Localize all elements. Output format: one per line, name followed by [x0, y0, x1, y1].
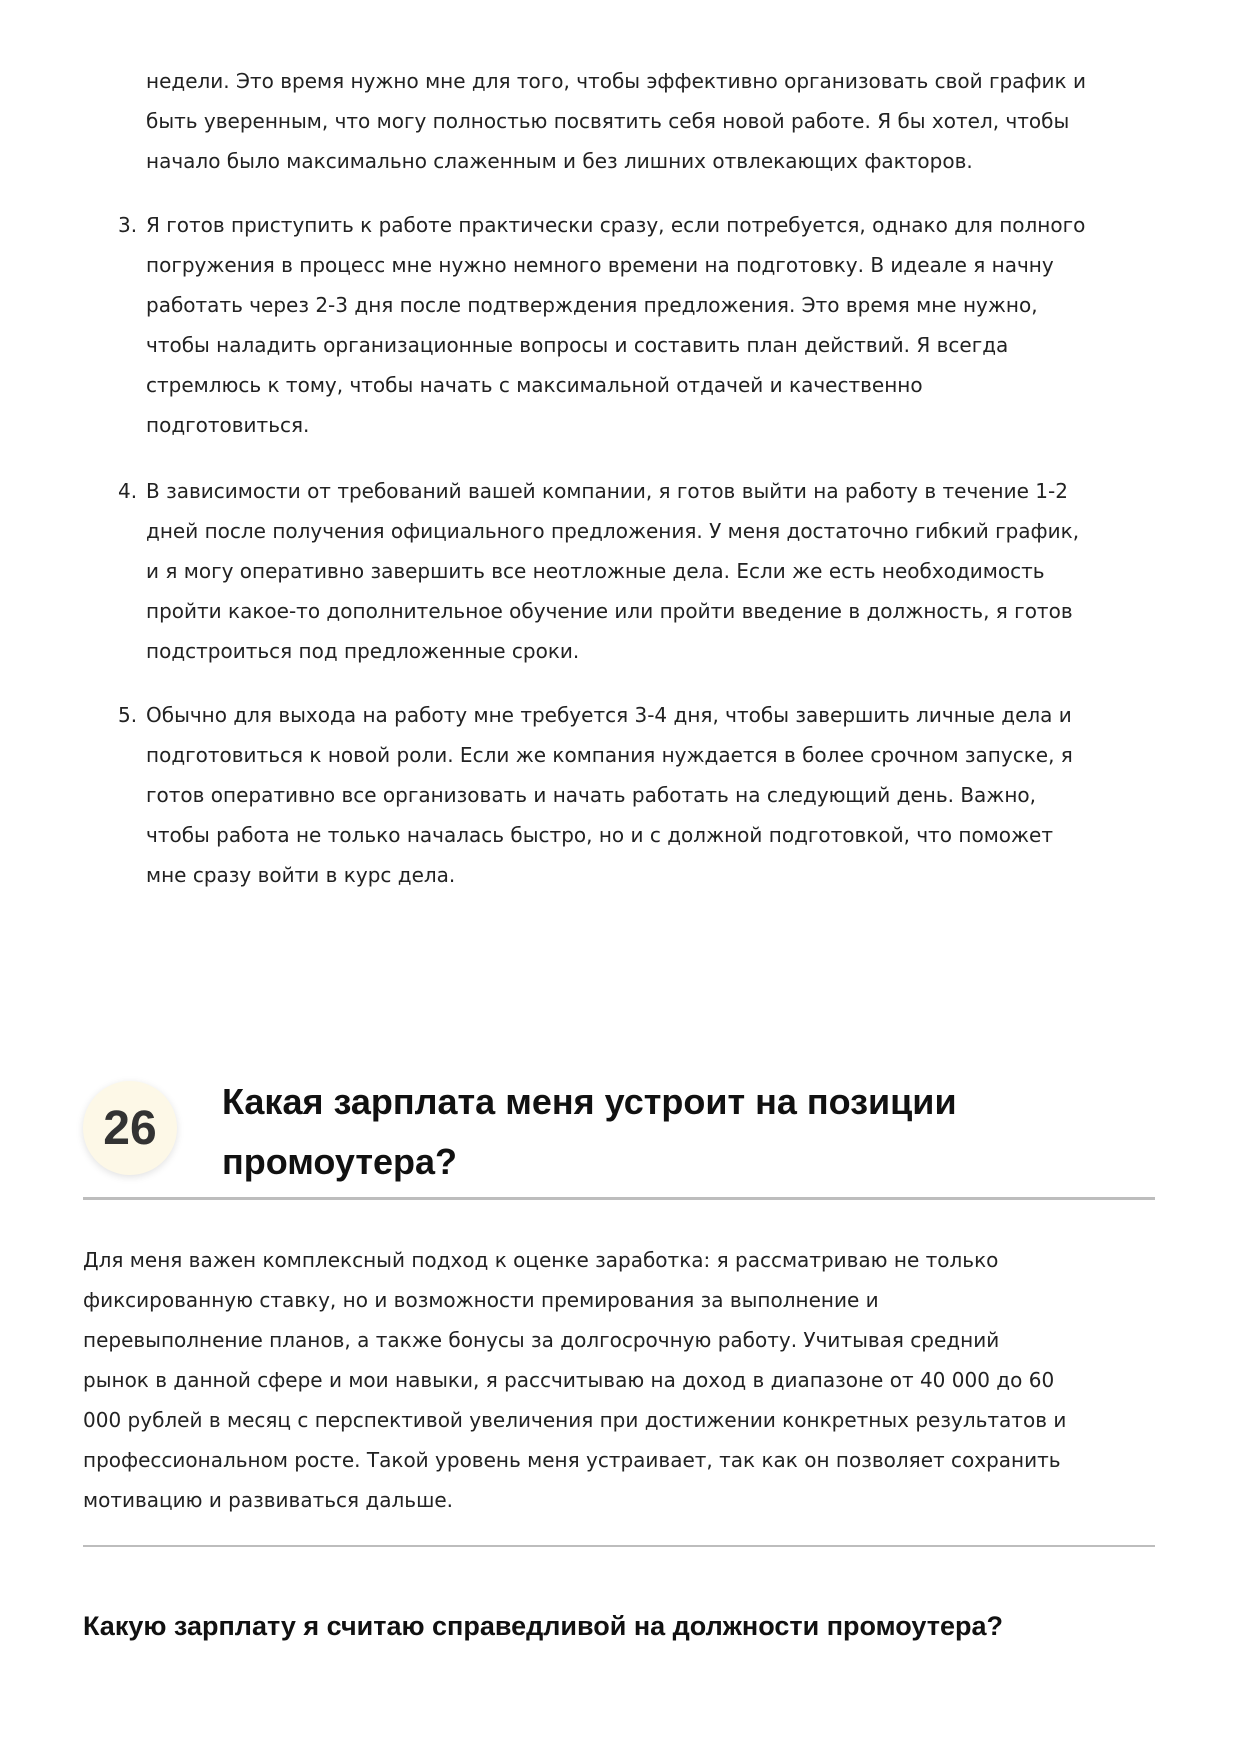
list-number: 3.	[118, 213, 138, 237]
text-line: подготовиться.	[146, 413, 310, 437]
title-line: Какая зарплата меня устроит на позиции	[222, 1081, 957, 1122]
text-line: подстроиться под предложенные сроки.	[146, 639, 580, 663]
text-line: быть уверенным, что могу полностью посвятить себя новой работе. Я бы хотел, чтобы	[146, 109, 1070, 133]
text-line: профессиональном росте. Такой уровень меня устраивает, так как он позволяет сохранить	[83, 1448, 1061, 1472]
text-line: пройти какое-то дополнительное обучение или пройти введение в должность, я готов	[146, 599, 1073, 623]
text-line: 000 рублей в месяц с перспективой увеличения при достижении конкретных результатов и	[83, 1408, 1067, 1432]
text-line: В зависимости от требований вашей компании, я готов выйти на работу в течение 1-2	[146, 479, 1068, 503]
list-item	[118, 471, 1166, 671]
subheading: Какую зарплату я считаю справедливой на должности промоутера?	[83, 1611, 1003, 1641]
text-line: работать через 2-3 дня после подтверждения предложения. Это время мне нужно,	[146, 293, 1038, 317]
section-number-badge: 26	[83, 1081, 177, 1175]
text-line: начало было максимально слаженным и без лишних отвлекающих факторов.	[146, 149, 973, 173]
title-line: промоутера?	[222, 1141, 458, 1182]
text-line: чтобы работа не только началась быстро, но и с должной подготовкой, что поможет	[146, 823, 1054, 847]
text-line: фиксированную ставку, но и возможности премирования за выполнение и	[83, 1288, 879, 1312]
text-line: перевыполнение планов, а также бонусы за долгосрочную работу. Учитывая средний	[83, 1328, 1000, 1352]
text-line: погружения в процесс мне нужно немного времени на подготовку. В идеале я начну	[146, 253, 1054, 277]
text-line: недели. Это время нужно мне для того, чтобы эффективно организовать свой график и	[146, 69, 1086, 93]
section-divider	[83, 1197, 1155, 1200]
text-line: стремлюсь к тому, чтобы начать с максимальной отдачей и качественно	[146, 373, 923, 397]
text-line: рынок в данной сфере и мои навыки, я рассчитываю на доход в диапазоне от 40 000 до 60	[83, 1368, 1055, 1392]
list-item-continuation	[146, 61, 1166, 181]
text-line: Я готов приступить к работе практически сразу, если потребуется, однако для полного	[146, 213, 1086, 237]
text-line: Обычно для выхода на работу мне требуется 3-4 дня, чтобы завершить личные дела и	[146, 703, 1072, 727]
text-line: подготовиться к новой роли. Если же компания нуждается в более срочном запуске, я	[146, 743, 1073, 767]
text-line: дней после получения официального предложения. У меня достаточно гибкий график,	[146, 519, 1080, 543]
answer-paragraph	[83, 1240, 1066, 1520]
text-line: мотивацию и развиваться дальше.	[83, 1488, 454, 1512]
paragraph-divider	[83, 1545, 1155, 1547]
list-item	[118, 695, 1166, 895]
text-line: и я могу оперативно завершить все неотложные дела. Если же есть необходимость	[146, 559, 1045, 583]
text-line: готов оперативно все организовать и начать работать на следующий день. Важно,	[146, 783, 1036, 807]
list-number: 4.	[118, 479, 138, 503]
list-item	[118, 205, 1166, 445]
text-line: Для меня важен комплексный подход к оценке заработка: я рассматриваю не только	[83, 1248, 999, 1272]
text-line: чтобы наладить организационные вопросы и составить план действий. Я всегда	[146, 333, 1009, 357]
section-title	[222, 1072, 957, 1192]
text-line: мне сразу войти в курс дела.	[146, 863, 456, 887]
list-number: 5.	[118, 703, 138, 727]
